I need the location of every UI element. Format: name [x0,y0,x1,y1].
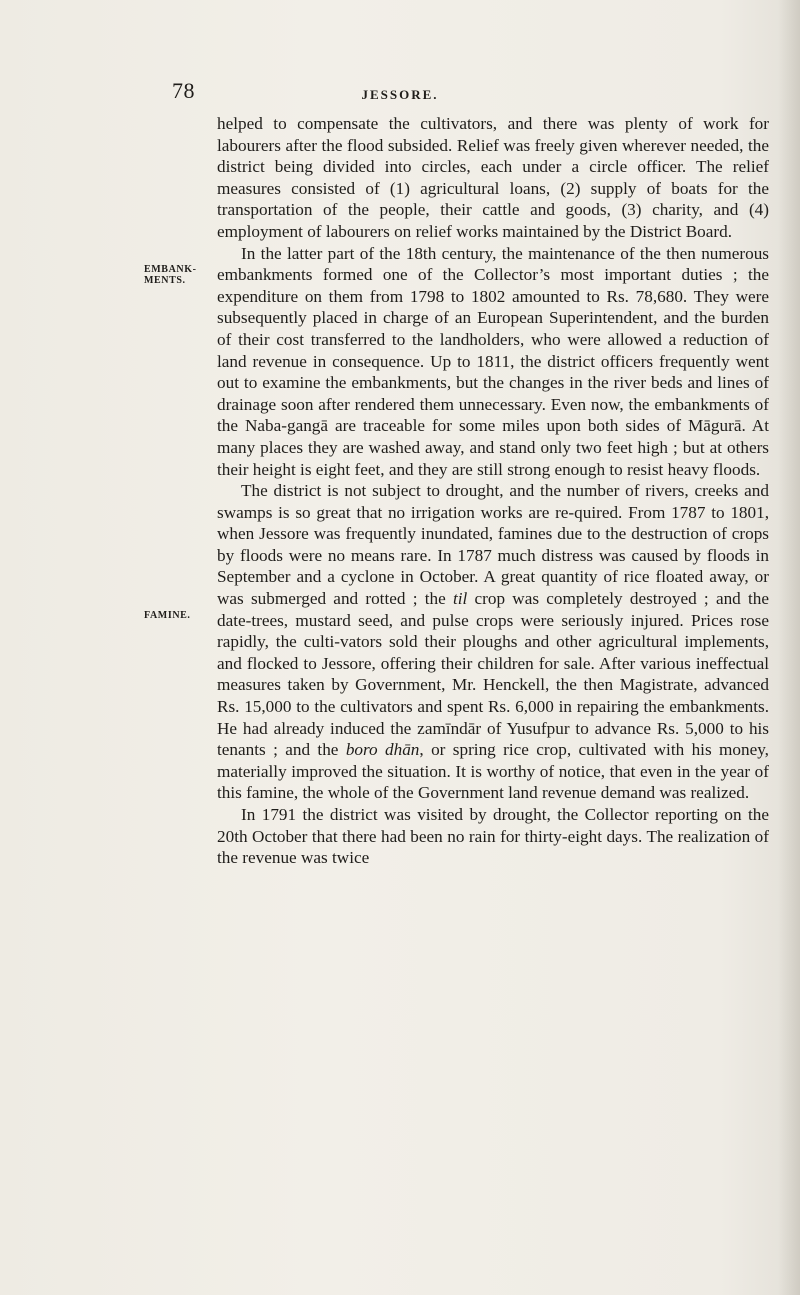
paragraph-drought: In 1791 the district was visited by drought, the Collector reporting on the 20th October that there had been no rain for thirty-eight days. The realization of the revenue was twice [217,805,769,868]
paragraph-relief: helped to compensate the cultivators, and there was plenty of work for labourers after the flood subsided. Relief was freely given wherever needed, the district being divided into circles, each under a circle officer. The relief measures consisted of (1) agricultural loans, (2) supply of boats for the transportation of the people, their cattle and goods, (3) charity, and (4) employment of labourers on relief works maintained by the District Board. [217,114,769,241]
paragraph-famine-text-c: , or spring rice crop, cultivated with his money, materially improved the situation. It is worthy of notice, that even in the year of this famine, the whole of the Government land revenue demand was realized. [217,740,769,803]
page-edge-shadow [778,0,800,1295]
boro-dhan-term: boro dhān [345,740,420,760]
page-number: 78 [172,78,195,103]
til-term: til [452,589,468,609]
running-head: JESSORE. [361,87,439,102]
body-text [217,113,769,869]
paragraph-famine-text-a: The district is not subject to drought, and the number of rivers, creeks and swamps is so great that no irrigation works are re-quired. From 1787 to 1801, when Jessore was frequently inundated, famines due to the destruction of crops by floods were no means rare. In 1787 much distress was caused by floods in September and a cyclone in October. A great quantity of rice floated away, or was submerged and rotted ; the [217,481,769,609]
margin-note-famine: FAMINE. [144,610,191,621]
paragraph-famine-text-b: crop was completely destroyed ; and the date-trees, mustard seed, and pulse crops were seriously injured. Prices rose rapidly, the culti-vators sold their ploughs and other agricultural implements, and flocked to Jessore, offering their children for sale. After various ineffectual measures taken by Government, Mr. Henckell, the then Magistrate, advanced Rs. 15,000 to the cultivators and spent Rs. 6,000 in repairing the embankments. He had already induced the zamīndār of Yusufpur to advance Rs. 5,000 to his tenants ; and the [217,589,769,760]
margin-note-embankments: EMBANK-MENTS. [144,264,197,286]
paragraph-famine [217,480,769,804]
paragraph-embankments: In the latter part of the 18th century, the maintenance of the then numerous embankments formed one of the Collector’s most important duties ; the expenditure on them from 1798 to 1802 amounted to Rs. 78,680. They were subsequently placed in charge of an European Superintendent, and the burden of their cost transferred to the landholders, who were allowed a reduction of land revenue in consequence. Up to 1811, the district officers frequently went out to examine the embankments, but the changes in the river beds and lines of drainage soon after rendered them unnecessary. Even now, the embankments of the Naba-gangā are traceable for some miles upon both sides of Māgurā. At many places they are washed away, and stand only two feet high ; but at others their height is eight feet, and they are still strong enough to resist heavy floods. [217,243,769,479]
